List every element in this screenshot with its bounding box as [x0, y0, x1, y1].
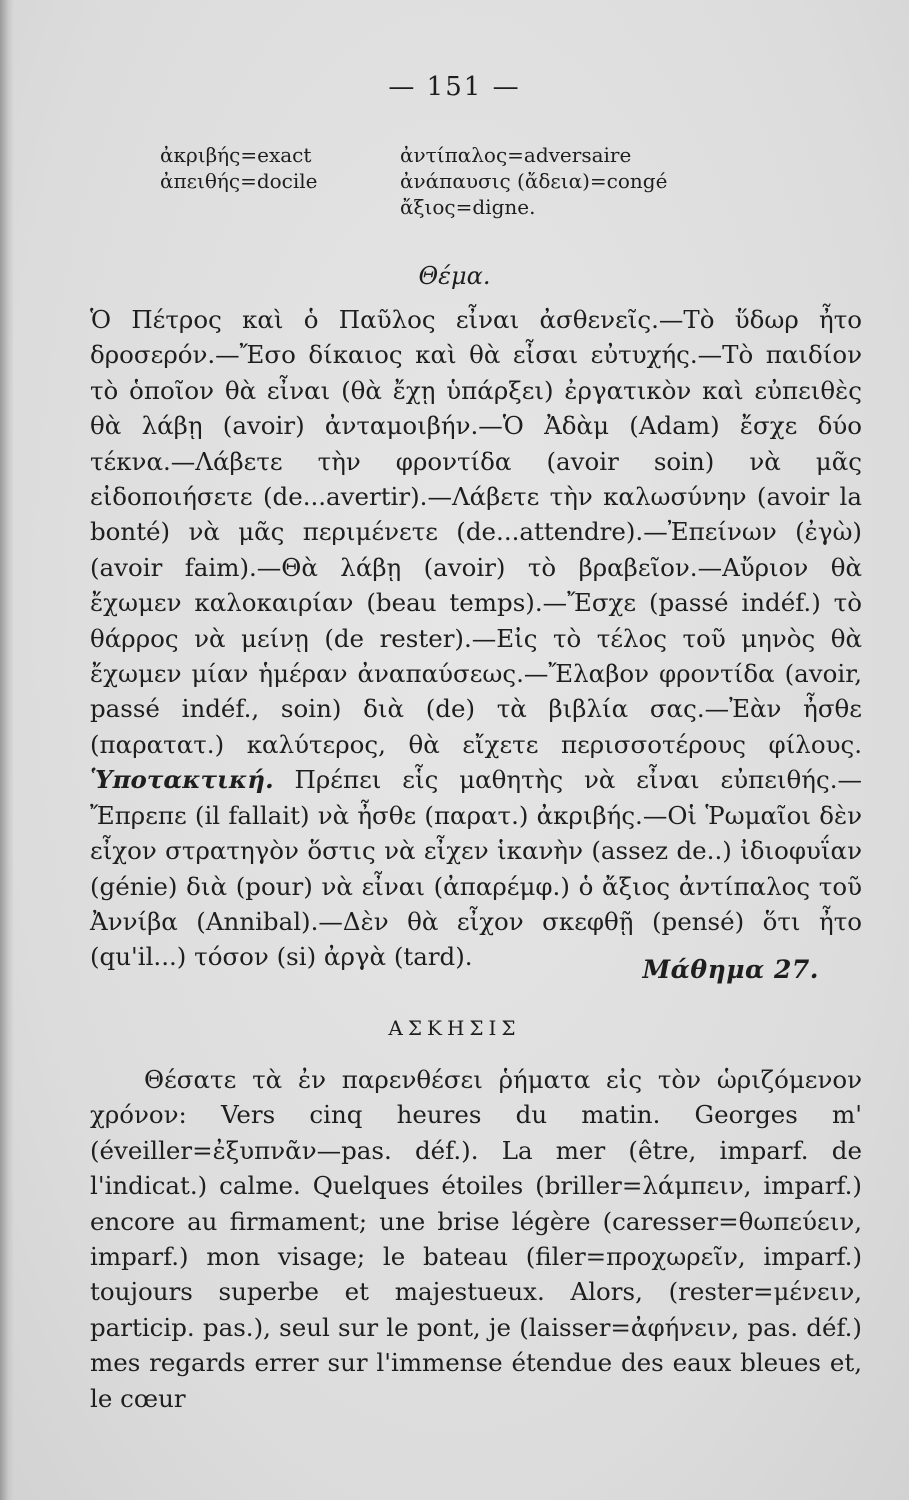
vocab-entry: ἀνάπαυσις (ἄδεια)=congé	[400, 169, 668, 193]
vocab-entry: ἄξιος=digne.	[400, 195, 536, 219]
subjunctive-label: Ὑποτακτική.	[90, 765, 274, 795]
page-binding-shadow	[0, 0, 14, 1500]
exercise-paragraph: Θέσατε τὰ ἐν παρενθέσει ῥήματα εἰς τὸν ὡριζόμενον χρόνον: Vers cinq heures du matin. Georges m' (éveiller=ἐξυπνᾶν—pas. déf.). La mer (être, imparf. de l'indicat.) calme. Quelques étoiles (briller=λάμπειν, imparf.) encore au firmament; une brise légère (caresser=θωπεύειν, imparf.) mon visage; le bateau (filer=προχωρεῖν, imparf.) toujours superbe et majestueux. Alors, (rester=μένειν, particip. pas.), seul sur le pont, je (laisser=ἀφήνειν, pas. déf.) mes regards errer sur l'immense étendue des eaux bleues et, le cœur	[90, 1065, 862, 1413]
vocabulary-right-column	[400, 142, 667, 220]
vocab-entry: ἀκριβής=exact	[160, 143, 312, 167]
page-number: — 151 —	[388, 72, 521, 102]
theme-title: Θέμα.	[418, 262, 491, 290]
theme-paragraph	[90, 302, 862, 975]
theme-text-part2: Πρέπει εἷς μαθητὴς νὰ εἶναι εὐπειθής.—Ἔπρεπε (il fallait) νὰ ἦσθε (παρατ.) ἀκριβής.—Οἱ Ῥωμαῖοι δὲν εἶχον στρατηγὸν ὅστις νὰ εἶχεν ἱκανὴν (assez de..) ἰδιοφυΐαν (génie) διὰ (pour) νὰ εἶναι (ἀπαρέμφ.) ὁ ἄξιος ἀντίπαλος τοῦ Ἀννίβα (Annibal).—Δὲν θὰ εἶχον σκεφθῇ (pensé) ὅτι ἦτο (qu'il...) τόσον (si) ἀργὰ (tard).	[90, 765, 862, 972]
exercise-heading: ΑΣΚΗΣΙΣ	[388, 1016, 521, 1040]
vocab-entry: ἀντίπαλος=adversaire	[400, 143, 632, 167]
theme-text-part1: Ὁ Πέτρος καὶ ὁ Παῦλος εἶναι ἀσθενεῖς.—Τὸ ὕδωρ ἦτο δροσερόν.—Ἔσο δίκαιος καὶ θὰ εἶσαι εὐτυχής.—Τὸ παιδίον τὸ ὁποῖον θὰ εἶναι (θὰ ἔχῃ ὑπάρξει) ἐργατικὸν καὶ εὐπειθὲς θὰ λάβῃ (avoir) ἀνταμοιβήν.—Ὁ Ἀδὰμ (Adam) ἔσχε δύο τέκνα.—Λάβετε τὴν φροντίδα (avoir soin) νὰ μᾶς εἰδοποιήσετε (de...avertir).—Λάβετε τὴν καλωσύνην (avoir la bonté) νὰ μᾶς περιμένετε (de...attendre).—Ἐπείνων (ἐγὼ) (avoir faim).—Θὰ λάβῃ (avoir) τὸ βραβεῖον.—Αὔριον θὰ ἔχωμεν καλοκαιρίαν (beau temps).—Ἔσχε (passé indéf.) τὸ θάρρος νὰ μείνῃ (de rester).—Εἰς τὸ τέλος τοῦ μηνὸς θὰ ἔχωμεν μίαν ἡμέραν ἀναπαύσεως.—Ἔλαβον φροντίδα (avoir, passé indéf., soin) διὰ (de) τὰ βιβλία σας.—Ἐὰν ἦσθε (παρατατ.) καλύτερος, θὰ εἴχετε περισσοτέρους φίλους.	[90, 305, 862, 759]
vocab-entry: ἀπειθής=docile	[160, 169, 318, 193]
lesson-heading: Μάθημα 27.	[642, 955, 819, 984]
vocabulary-left-column	[160, 142, 318, 194]
